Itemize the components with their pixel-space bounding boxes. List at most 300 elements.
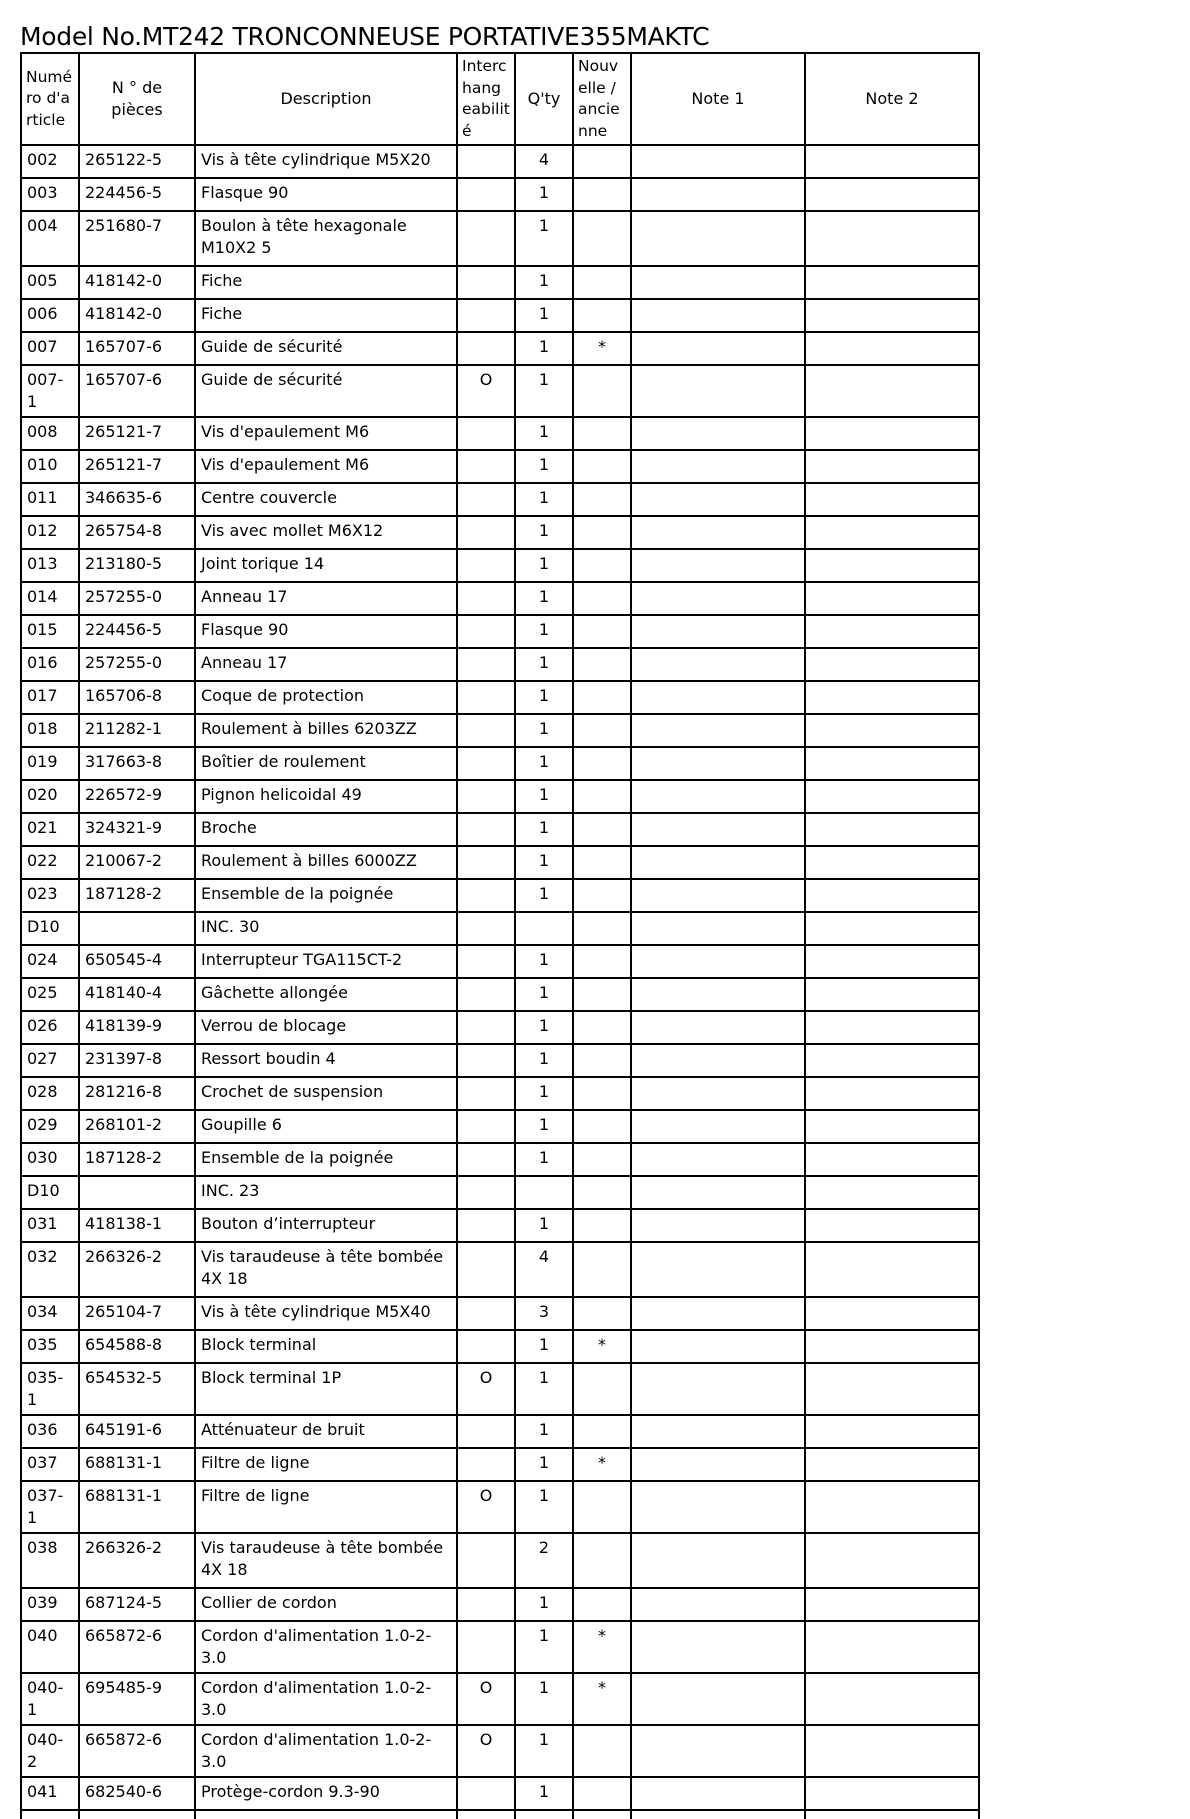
- cell-part-no: 257255-0: [79, 582, 195, 615]
- cell-new-old: [573, 615, 631, 648]
- cell-item-no: 035-1: [21, 1363, 79, 1415]
- cell-qty: 1: [515, 714, 573, 747]
- cell-new-old: [573, 582, 631, 615]
- table-row: [21, 1044, 979, 1077]
- cell-note-2: [805, 1533, 979, 1588]
- cell-note-2: [805, 1363, 979, 1415]
- cell-item-no: 002: [21, 145, 79, 178]
- cell-new-old: [573, 1110, 631, 1143]
- cell-new-old: [573, 1011, 631, 1044]
- cell-note-1: [631, 332, 805, 365]
- cell-note-2: [805, 1176, 979, 1209]
- cell-qty: 1: [515, 846, 573, 879]
- cell-new-old: [573, 516, 631, 549]
- header-new-old: Nouv elle / ancie nne: [573, 53, 631, 145]
- cell-note-1: [631, 549, 805, 582]
- cell-description: Protège-cordon 9.3-90: [195, 1777, 457, 1810]
- table-row: [21, 450, 979, 483]
- cell-part-no: 165707-6: [79, 365, 195, 417]
- cell-description: Coque de protection: [195, 681, 457, 714]
- cell-interchangeability: [457, 1448, 515, 1481]
- table-header-row: [21, 53, 979, 145]
- table-row: [21, 417, 979, 450]
- cell-part-no: 682540-6: [79, 1777, 195, 1810]
- cell-interchangeability: [457, 1533, 515, 1588]
- table-row: [21, 1143, 979, 1176]
- cell-qty: 1: [515, 813, 573, 846]
- cell-item-no: 035: [21, 1330, 79, 1363]
- cell-part-no: 187128-2: [79, 1143, 195, 1176]
- cell-interchangeability: [457, 332, 515, 365]
- cell-part-no: 231397-8: [79, 1044, 195, 1077]
- cell-description: Fiche: [195, 299, 457, 332]
- cell-part-no: 265121-7: [79, 417, 195, 450]
- cell-note-1: [631, 1330, 805, 1363]
- cell-description: Vis avec mollet M6X12: [195, 516, 457, 549]
- cell-note-1: [631, 1673, 805, 1725]
- cell-item-no: 014: [21, 582, 79, 615]
- cell-part-no: 213180-5: [79, 549, 195, 582]
- cell-item-no: 025: [21, 978, 79, 1011]
- cell-qty: 1: [515, 1415, 573, 1448]
- cell-interchangeability: [457, 615, 515, 648]
- cell-note-1: [631, 1448, 805, 1481]
- table-row: [21, 1209, 979, 1242]
- cell-new-old: [573, 1044, 631, 1077]
- cell-qty: 1: [515, 1044, 573, 1077]
- cell-note-1: [631, 299, 805, 332]
- cell-note-2: [805, 681, 979, 714]
- cell-qty: 1: [515, 211, 573, 266]
- cell-new-old: [573, 780, 631, 813]
- cell-qty: 1: [515, 582, 573, 615]
- cell-note-2: [805, 299, 979, 332]
- table-row: [21, 1363, 979, 1415]
- cell-interchangeability: O: [457, 1363, 515, 1415]
- cell-interchangeability: O: [457, 1481, 515, 1533]
- cell-description: Ressort boudin 4: [195, 1044, 457, 1077]
- cell-new-old: [573, 978, 631, 1011]
- cell-description: Gâchette allongée: [195, 978, 457, 1011]
- cell-note-2: [805, 516, 979, 549]
- cell-note-2: [805, 813, 979, 846]
- cell-description: Roulement à billes 6203ZZ: [195, 714, 457, 747]
- cell-note-1: [631, 1297, 805, 1330]
- cell-note-1: [631, 1533, 805, 1588]
- cell-note-1: [631, 417, 805, 450]
- cell-item-no: D10: [21, 1176, 79, 1209]
- cell-part-no: 695485-9: [79, 1673, 195, 1725]
- cell-note-2: [805, 1448, 979, 1481]
- cell-new-old: [573, 1777, 631, 1810]
- cell-interchangeability: [457, 681, 515, 714]
- cell-empty: [631, 1810, 805, 1819]
- cell-note-1: [631, 178, 805, 211]
- cell-description: Collier de cordon: [195, 1588, 457, 1621]
- cell-part-no: [79, 1176, 195, 1209]
- cell-qty: 1: [515, 1363, 573, 1415]
- cell-interchangeability: [457, 780, 515, 813]
- cell-part-no: 265122-5: [79, 145, 195, 178]
- cell-qty: 1: [515, 978, 573, 1011]
- cell-item-no: 039: [21, 1588, 79, 1621]
- cell-description: Verrou de blocage: [195, 1011, 457, 1044]
- cell-qty: 1: [515, 549, 573, 582]
- cell-part-no: 418138-1: [79, 1209, 195, 1242]
- cell-new-old: [573, 450, 631, 483]
- cell-interchangeability: [457, 1297, 515, 1330]
- table-row: [21, 1242, 979, 1297]
- cell-interchangeability: [457, 549, 515, 582]
- cell-item-no: D10: [21, 912, 79, 945]
- cell-new-old: [573, 945, 631, 978]
- cell-description: Vis taraudeuse à tête bombée 4X 18: [195, 1533, 457, 1588]
- table-row: [21, 780, 979, 813]
- cell-part-no: 688131-1: [79, 1481, 195, 1533]
- cell-note-1: [631, 582, 805, 615]
- cell-note-1: [631, 1481, 805, 1533]
- cell-description: INC. 30: [195, 912, 457, 945]
- table-row: [21, 1777, 979, 1810]
- cell-description: Bouton d’interrupteur: [195, 1209, 457, 1242]
- cell-new-old: *: [573, 1330, 631, 1363]
- cell-note-1: [631, 145, 805, 178]
- cell-note-1: [631, 450, 805, 483]
- cell-empty: [573, 1810, 631, 1819]
- cell-description: Guide de sécurité: [195, 332, 457, 365]
- cell-description: Vis d'epaulement M6: [195, 450, 457, 483]
- cell-item-no: 030: [21, 1143, 79, 1176]
- cell-note-1: [631, 1077, 805, 1110]
- cell-new-old: [573, 1176, 631, 1209]
- cell-interchangeability: [457, 178, 515, 211]
- cell-part-no: 187128-2: [79, 879, 195, 912]
- cell-interchangeability: [457, 747, 515, 780]
- cell-item-no: 037: [21, 1448, 79, 1481]
- cell-note-2: [805, 714, 979, 747]
- cell-part-no: 645191-6: [79, 1415, 195, 1448]
- table-row-continued: [21, 1810, 979, 1819]
- header-description: Description: [195, 53, 457, 145]
- cell-new-old: [573, 681, 631, 714]
- cell-new-old: [573, 365, 631, 417]
- cell-description: Roulement à billes 6000ZZ: [195, 846, 457, 879]
- cell-note-2: [805, 582, 979, 615]
- cell-note-2: [805, 1725, 979, 1777]
- cell-item-no: 040: [21, 1621, 79, 1673]
- cell-item-no: 041: [21, 1777, 79, 1810]
- cell-part-no: 654588-8: [79, 1330, 195, 1363]
- cell-note-2: [805, 1044, 979, 1077]
- cell-interchangeability: [457, 1242, 515, 1297]
- cell-note-2: [805, 1209, 979, 1242]
- cell-qty: 1: [515, 1588, 573, 1621]
- cell-interchangeability: [457, 1621, 515, 1673]
- table-row: [21, 615, 979, 648]
- table-row: [21, 1448, 979, 1481]
- cell-part-no: 418140-4: [79, 978, 195, 1011]
- table-row: [21, 912, 979, 945]
- cell-interchangeability: [457, 1176, 515, 1209]
- cell-part-no: 265754-8: [79, 516, 195, 549]
- cell-new-old: [573, 648, 631, 681]
- cell-note-1: [631, 1777, 805, 1810]
- cell-interchangeability: [457, 211, 515, 266]
- cell-interchangeability: O: [457, 1673, 515, 1725]
- cell-new-old: [573, 266, 631, 299]
- cell-note-1: [631, 681, 805, 714]
- cell-part-no: 224456-5: [79, 615, 195, 648]
- cell-note-2: [805, 615, 979, 648]
- cell-description: Anneau 17: [195, 582, 457, 615]
- cell-item-no: 034: [21, 1297, 79, 1330]
- cell-item-no: 036: [21, 1415, 79, 1448]
- cell-description: Vis à tête cylindrique M5X40: [195, 1297, 457, 1330]
- cell-note-1: [631, 1110, 805, 1143]
- cell-qty: 1: [515, 1777, 573, 1810]
- cell-interchangeability: [457, 1415, 515, 1448]
- cell-description: Fiche: [195, 266, 457, 299]
- cell-qty: 1: [515, 516, 573, 549]
- cell-description: Broche: [195, 813, 457, 846]
- cell-item-no: 040-2: [21, 1725, 79, 1777]
- cell-new-old: [573, 145, 631, 178]
- cell-item-no: 005: [21, 266, 79, 299]
- cell-item-no: 004: [21, 211, 79, 266]
- cell-note-1: [631, 1143, 805, 1176]
- cell-note-2: [805, 1481, 979, 1533]
- cell-new-old: [573, 1415, 631, 1448]
- cell-part-no: 654532-5: [79, 1363, 195, 1415]
- cell-note-1: [631, 1176, 805, 1209]
- table-row: [21, 516, 979, 549]
- table-row: [21, 483, 979, 516]
- cell-item-no: 028: [21, 1077, 79, 1110]
- table-row: [21, 1297, 979, 1330]
- cell-description: Crochet de suspension: [195, 1077, 457, 1110]
- cell-note-2: [805, 912, 979, 945]
- cell-empty: [195, 1810, 457, 1819]
- table-row: [21, 1011, 979, 1044]
- cell-note-1: [631, 912, 805, 945]
- cell-item-no: 024: [21, 945, 79, 978]
- cell-description: Block terminal: [195, 1330, 457, 1363]
- cell-part-no: 650545-4: [79, 945, 195, 978]
- cell-note-2: [805, 211, 979, 266]
- cell-interchangeability: [457, 582, 515, 615]
- cell-part-no: 317663-8: [79, 747, 195, 780]
- cell-item-no: 037-1: [21, 1481, 79, 1533]
- cell-part-no: 688131-1: [79, 1448, 195, 1481]
- cell-qty: 1: [515, 332, 573, 365]
- cell-item-no: 027: [21, 1044, 79, 1077]
- cell-note-2: [805, 846, 979, 879]
- cell-part-no: 418139-9: [79, 1011, 195, 1044]
- cell-qty: 1: [515, 648, 573, 681]
- cell-qty: 1: [515, 615, 573, 648]
- table-row: [21, 846, 979, 879]
- cell-empty: [457, 1810, 515, 1819]
- cell-note-1: [631, 1011, 805, 1044]
- cell-new-old: *: [573, 1673, 631, 1725]
- table-row: [21, 1533, 979, 1588]
- cell-new-old: [573, 1242, 631, 1297]
- cell-part-no: [79, 912, 195, 945]
- page-title: Model No.MT242 TRONCONNEUSE PORTATIVE355MAKTC: [20, 22, 710, 51]
- cell-note-2: [805, 417, 979, 450]
- cell-new-old: [573, 1725, 631, 1777]
- table-row: [21, 813, 979, 846]
- cell-qty: 1: [515, 1621, 573, 1673]
- cell-description: Flasque 90: [195, 178, 457, 211]
- cell-new-old: *: [573, 1621, 631, 1673]
- cell-interchangeability: [457, 266, 515, 299]
- cell-new-old: [573, 813, 631, 846]
- table-row: [21, 332, 979, 365]
- cell-qty: 1: [515, 747, 573, 780]
- table-row: [21, 747, 979, 780]
- table-row: [21, 1415, 979, 1448]
- cell-qty: 1: [515, 450, 573, 483]
- cell-interchangeability: [457, 1077, 515, 1110]
- cell-note-2: [805, 1110, 979, 1143]
- cell-note-2: [805, 450, 979, 483]
- table-row: [21, 549, 979, 582]
- table-row: [21, 714, 979, 747]
- cell-interchangeability: [457, 483, 515, 516]
- table-row: [21, 1176, 979, 1209]
- table-row: [21, 648, 979, 681]
- cell-note-1: [631, 747, 805, 780]
- cell-new-old: [573, 879, 631, 912]
- cell-note-1: [631, 365, 805, 417]
- cell-part-no: 165706-8: [79, 681, 195, 714]
- cell-qty: 2: [515, 1533, 573, 1588]
- cell-interchangeability: [457, 912, 515, 945]
- cell-part-no: 281216-8: [79, 1077, 195, 1110]
- cell-new-old: [573, 1297, 631, 1330]
- table-row: [21, 1621, 979, 1673]
- cell-item-no: 007: [21, 332, 79, 365]
- cell-interchangeability: [457, 879, 515, 912]
- cell-qty: 1: [515, 1725, 573, 1777]
- cell-note-2: [805, 747, 979, 780]
- cell-part-no: 266326-2: [79, 1533, 195, 1588]
- cell-qty: 1: [515, 780, 573, 813]
- cell-note-1: [631, 714, 805, 747]
- cell-qty: 3: [515, 1297, 573, 1330]
- cell-description: Boîtier de roulement: [195, 747, 457, 780]
- table-row: [21, 266, 979, 299]
- cell-description: Goupille 6: [195, 1110, 457, 1143]
- cell-interchangeability: [457, 145, 515, 178]
- cell-description: Filtre de ligne: [195, 1481, 457, 1533]
- table-row: [21, 1330, 979, 1363]
- cell-item-no: 032: [21, 1242, 79, 1297]
- cell-new-old: [573, 747, 631, 780]
- cell-item-no: 007-1: [21, 365, 79, 417]
- cell-new-old: [573, 714, 631, 747]
- cell-qty: 1: [515, 1143, 573, 1176]
- cell-note-2: [805, 945, 979, 978]
- cell-note-2: [805, 1011, 979, 1044]
- cell-note-1: [631, 1415, 805, 1448]
- cell-note-1: [631, 266, 805, 299]
- cell-part-no: 418142-0: [79, 266, 195, 299]
- cell-qty: [515, 1176, 573, 1209]
- cell-interchangeability: [457, 648, 515, 681]
- cell-qty: 1: [515, 365, 573, 417]
- cell-note-1: [631, 1242, 805, 1297]
- cell-qty: 1: [515, 681, 573, 714]
- cell-new-old: [573, 1481, 631, 1533]
- cell-interchangeability: [457, 299, 515, 332]
- cell-part-no: 210067-2: [79, 846, 195, 879]
- cell-part-no: 265104-7: [79, 1297, 195, 1330]
- cell-description: Boulon à tête hexagonale M10X2 5: [195, 211, 457, 266]
- cell-note-1: [631, 813, 805, 846]
- table-row: [21, 582, 979, 615]
- cell-new-old: [573, 549, 631, 582]
- cell-new-old: [573, 1209, 631, 1242]
- cell-note-2: [805, 780, 979, 813]
- cell-note-1: [631, 1588, 805, 1621]
- cell-interchangeability: [457, 1330, 515, 1363]
- cell-item-no: 011: [21, 483, 79, 516]
- header-item-no: Numé ro d'a rticle: [21, 53, 79, 145]
- cell-new-old: [573, 178, 631, 211]
- cell-qty: 1: [515, 178, 573, 211]
- table-row: [21, 945, 979, 978]
- cell-interchangeability: [457, 1777, 515, 1810]
- cell-description: Vis taraudeuse à tête bombée 4X 18: [195, 1242, 457, 1297]
- cell-qty: 1: [515, 417, 573, 450]
- cell-note-2: [805, 266, 979, 299]
- cell-new-old: *: [573, 1448, 631, 1481]
- cell-note-1: [631, 1621, 805, 1673]
- cell-note-2: [805, 1143, 979, 1176]
- cell-interchangeability: [457, 1209, 515, 1242]
- cell-interchangeability: [457, 1588, 515, 1621]
- cell-qty: 4: [515, 1242, 573, 1297]
- cell-description: Ensemble de la poignée: [195, 879, 457, 912]
- cell-description: Anneau 17: [195, 648, 457, 681]
- cell-new-old: [573, 1533, 631, 1588]
- table-row: [21, 211, 979, 266]
- table-row: [21, 1481, 979, 1533]
- cell-new-old: [573, 1077, 631, 1110]
- cell-new-old: [573, 299, 631, 332]
- cell-new-old: [573, 1588, 631, 1621]
- cell-item-no: 003: [21, 178, 79, 211]
- cell-description: Cordon d'alimentation 1.0-2-3.0: [195, 1725, 457, 1777]
- cell-note-2: [805, 1297, 979, 1330]
- cell-qty: 1: [515, 299, 573, 332]
- header-note-2: Note 2: [805, 53, 979, 145]
- cell-item-no: 013: [21, 549, 79, 582]
- cell-item-no: 020: [21, 780, 79, 813]
- cell-description: Joint torique 14: [195, 549, 457, 582]
- cell-new-old: [573, 483, 631, 516]
- cell-description: Guide de sécurité: [195, 365, 457, 417]
- cell-qty: 1: [515, 879, 573, 912]
- cell-part-no: 257255-0: [79, 648, 195, 681]
- cell-part-no: 687124-5: [79, 1588, 195, 1621]
- cell-item-no: 018: [21, 714, 79, 747]
- cell-interchangeability: [457, 1011, 515, 1044]
- table-row: [21, 365, 979, 417]
- cell-item-no: 021: [21, 813, 79, 846]
